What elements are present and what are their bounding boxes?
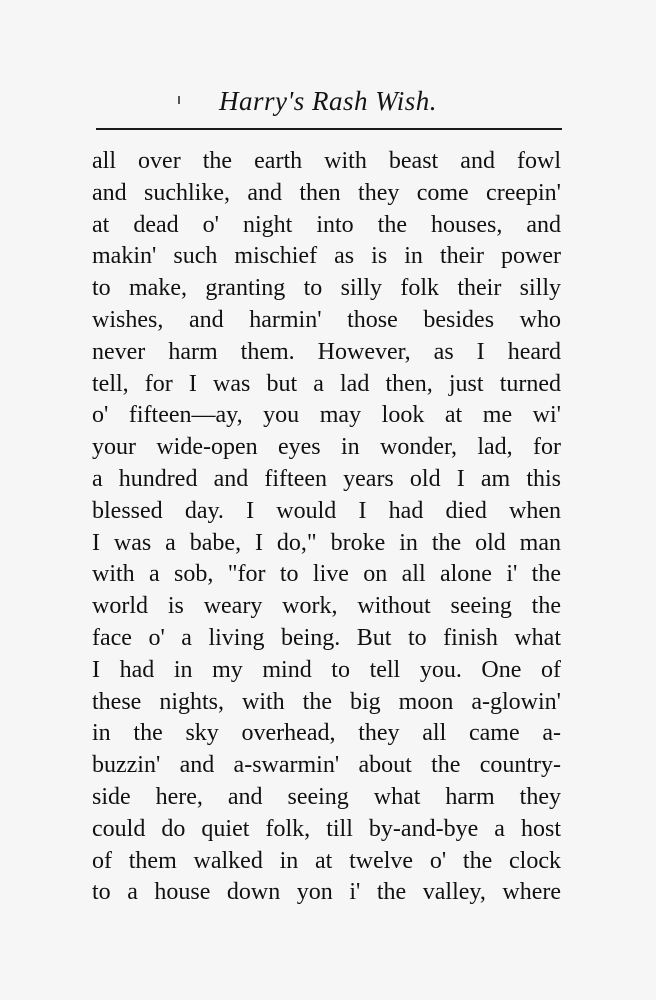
text-line: a hundred and fifteen years old I am this [92,465,561,492]
text-line: to a house down yon i' the valley, where [92,879,561,906]
text-line: and suchlike, and then they come creepin' [92,179,561,206]
text-line: with a sob, "for to live on all alone i' the [92,561,561,588]
text-line: never harm them. However, as I heard [92,338,561,365]
text-line: could do quiet folk, till by-and-bye a host [92,815,561,842]
text-line: your wide-open eyes in wonder, lad, for [92,434,561,461]
text-line: world is weary work, without seeing the [92,593,561,620]
text-line: face o' a living being. But to finish what [92,624,561,651]
text-line: makin' such mischief as is in their power [92,243,561,270]
text-line: blessed day. I would I had died when [92,497,561,524]
text-line: I had in my mind to tell you. One of [92,656,561,683]
header-rule [96,128,562,130]
text-line: at dead o' night into the houses, and [92,211,561,238]
text-line: in the sky overhead, they all came a- [92,720,561,747]
text-line: these nights, with the big moon a-glowin' [92,688,561,715]
text-line: I was a babe, I do," broke in the old man [92,529,561,556]
text-line: tell, for I was but a lad then, just turned [92,370,561,397]
running-title: Harry's Rash Wish. [218,86,438,116]
text-line: wishes, and harmin' those besides who [92,306,561,333]
text-line: o' fifteen—ay, you may look at me wi' [92,402,561,429]
text-line: to make, granting to silly folk their silly [92,275,561,302]
text-line: of them walked in at twelve o' the clock [92,847,561,874]
text-line: all over the earth with beast and fowl [92,148,561,174]
body-text [92,146,561,909]
text-line: side here, and seeing what harm they [92,783,561,810]
text-line: buzzin' and a-swarmin' about the country- [92,752,561,779]
